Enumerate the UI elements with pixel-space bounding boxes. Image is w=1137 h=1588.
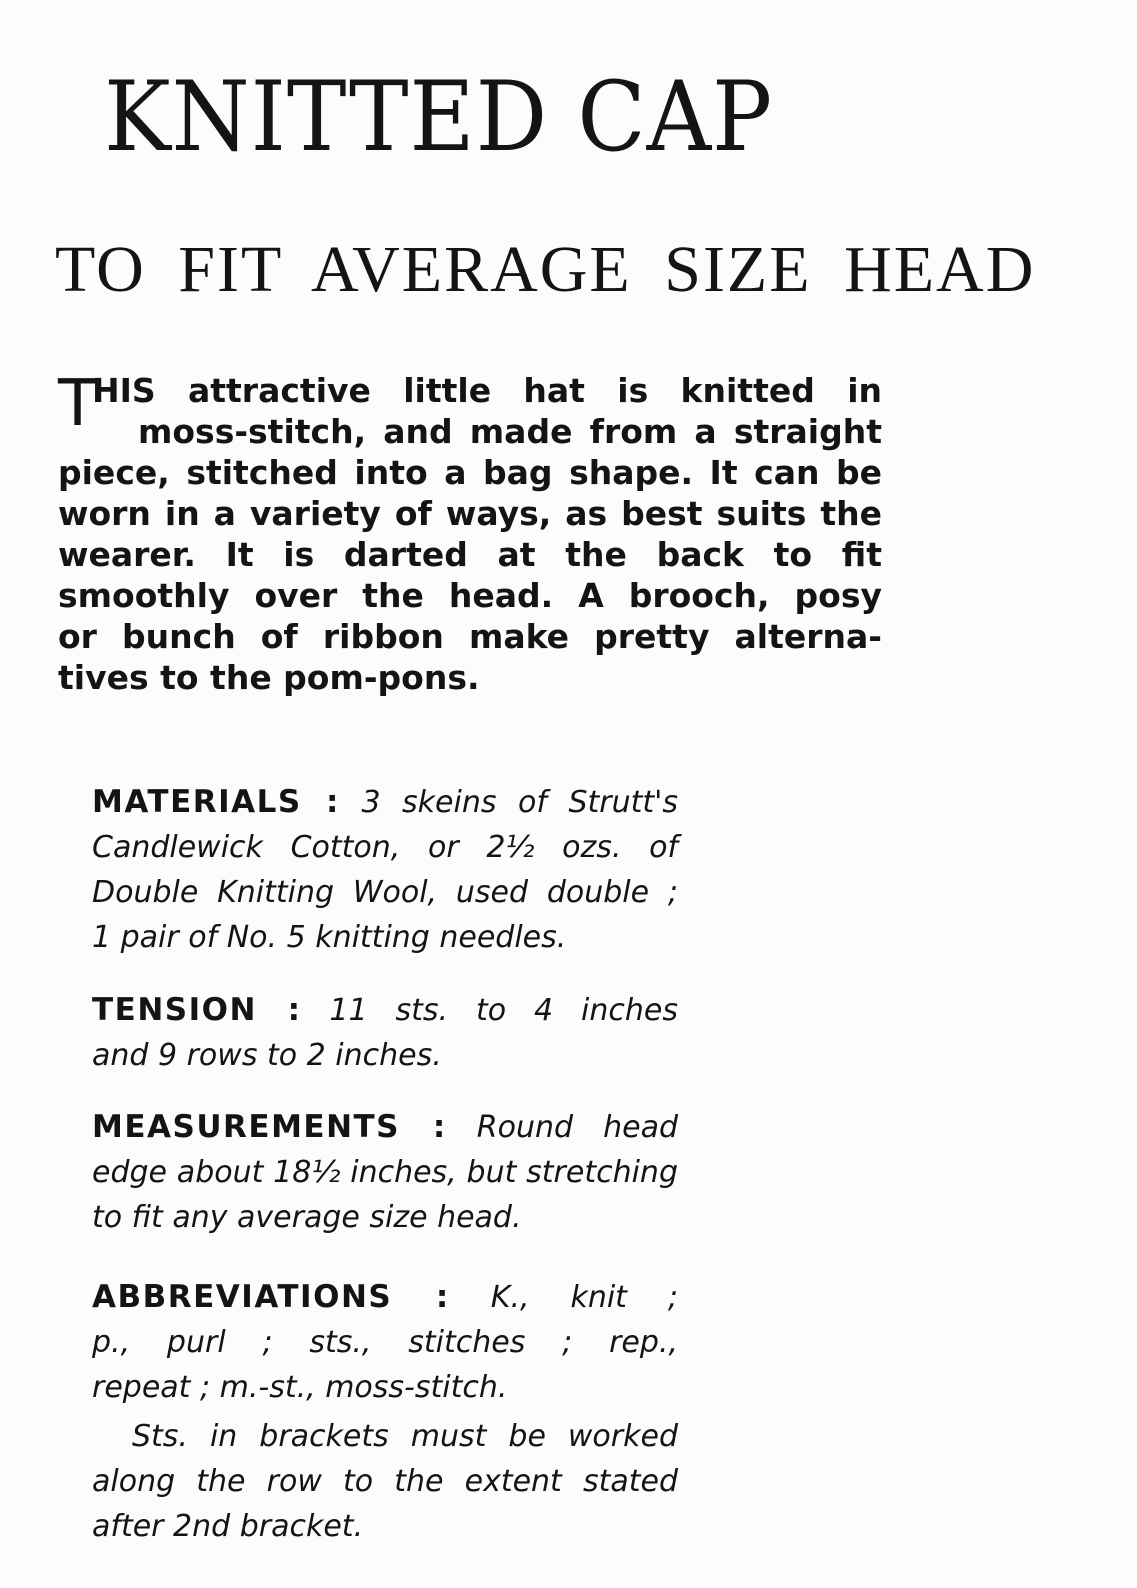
measurements-line: to fit any average size head.: [92, 1200, 522, 1235]
materials-line: 1 pair of No. 5 knitting needles.: [92, 920, 567, 955]
measurements-heading: MEASUREMENTS :: [92, 1109, 447, 1145]
drop-cap: T: [58, 367, 98, 441]
abbreviations-line: p., purl ; sts., stitches ; rep.,: [92, 1325, 678, 1360]
intro-line: HIS attractive little hat is knitted in: [92, 371, 882, 410]
abbreviations-note-line: after 2nd bracket.: [92, 1509, 364, 1544]
intro-paragraph: [58, 367, 882, 698]
tension-section: [92, 988, 678, 1078]
tension-line: and 9 rows to 2 inches.: [92, 1038, 442, 1073]
measurements-line: Round head: [476, 1110, 678, 1145]
tension-line: 11 sts. to 4 inches: [329, 993, 678, 1028]
materials-line: Candlewick Cotton, or 2½ ozs. of: [92, 830, 678, 865]
measurements-line: edge about 18½ inches, but stretching: [92, 1155, 678, 1190]
intro-line: piece, stitched into a bag shape. It can be: [58, 453, 882, 492]
abbreviations-line: repeat ; m.-st., moss-stitch.: [92, 1370, 508, 1405]
abbreviations-note-line: Sts. in brackets must be worked: [132, 1419, 678, 1454]
intro-line: moss-stitch, and made from a straight: [138, 412, 882, 451]
page-subtitle: TO FIT AVERAGE SIZE HEAD: [55, 233, 1036, 306]
intro-line: tives to the pom-pons.: [58, 658, 480, 697]
intro-line: worn in a variety of ways, as best suits the: [58, 494, 882, 533]
abbreviations-line: K., knit ;: [490, 1280, 678, 1315]
abbreviations-heading: ABBREVIATIONS :: [92, 1279, 450, 1315]
materials-line: Double Knitting Wool, used double ;: [92, 875, 678, 910]
intro-line: smoothly over the head. A brooch, posy: [58, 576, 882, 615]
measurements-section: [92, 1105, 678, 1240]
materials-section: [92, 780, 678, 960]
tension-heading: TENSION :: [92, 992, 302, 1028]
intro-line: wearer. It is darted at the back to fit: [58, 535, 882, 574]
materials-heading: MATERIALS :: [92, 784, 340, 820]
abbreviations-note-line: along the row to the extent stated: [92, 1464, 678, 1499]
abbreviations-section: [92, 1275, 678, 1549]
materials-line: 3 skeins of Strutt's: [361, 785, 678, 820]
intro-line: or bunch of ribbon make pretty alterna-: [58, 617, 882, 656]
page-title: KNITTED CAP: [104, 61, 774, 173]
